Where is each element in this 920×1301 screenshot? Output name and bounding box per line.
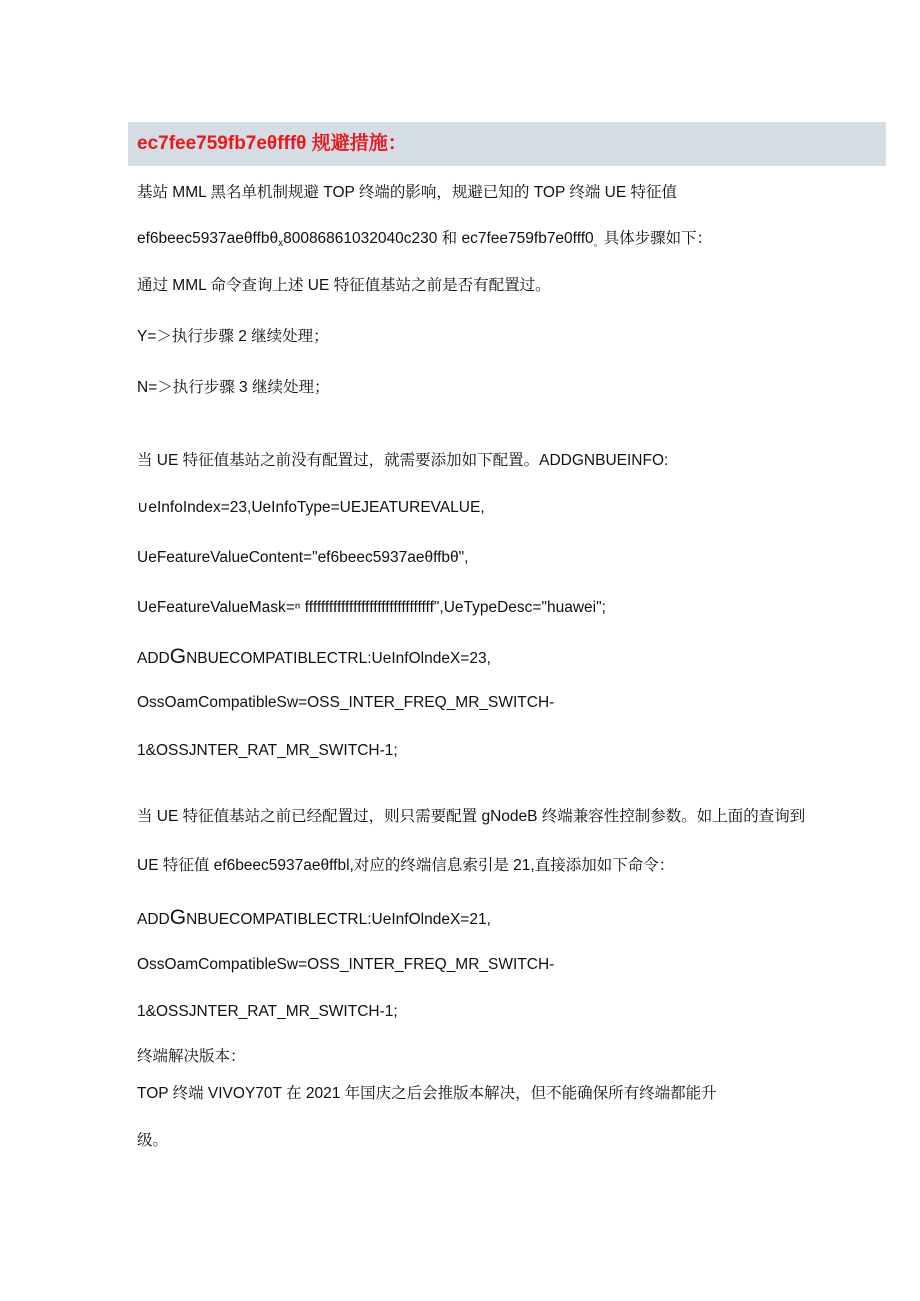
cmd2-line-2: OssOamCompatibleSw=OSS_INTER_FREQ_MR_SWITCH- xyxy=(137,694,555,711)
cmd1-line-3: UeFeatureValueMask=ⁿ ffffffffffffffffffffffffffffffff",UeTypeDesc="huawei"; xyxy=(137,599,606,616)
version-line-2: 级。 xyxy=(137,1132,169,1149)
section-heading xyxy=(128,122,886,166)
intro-line-1: 基站 MML 黑名单机制规避 TOP 终端的影响，规避已知的 TOP 终端 UE 特征值 xyxy=(137,184,677,201)
yes-branch-line: Y=＞执行步骤 2 继续处理； xyxy=(137,328,329,345)
intro-subscript: x xyxy=(278,238,284,249)
cmd3-line-2: OssOamCompatibleSw=OSS_INTER_FREQ_MR_SWITCH- xyxy=(137,956,555,973)
query-line: 通过 MML 命令查询上述 UE 特征值基站之前是否有配置过。 xyxy=(137,277,551,294)
cmd3-g: G xyxy=(169,906,187,929)
no-branch-line: N=＞执行步骤 3 继续处理； xyxy=(137,379,330,396)
heading-code: ec7fee759fb7eθfffθ xyxy=(137,133,307,154)
intro-code-b: 80086861032040c230 和 ec7fee759fb7e0fff0 xyxy=(283,230,594,247)
intro-code-a: ef6beec5937aeθffbθ xyxy=(137,230,279,247)
section-heading-text xyxy=(137,133,407,155)
intro-steps-label: 具体步骤如下： xyxy=(603,230,713,247)
step3-line-2: UE 特征值 ef6beec5937aeθffbl,对应的终端信息索引是 21,直接添加如下命令： xyxy=(137,857,675,874)
cmd3-line-3: 1&OSSJNTER_RAT_MR_SWITCH-1; xyxy=(137,1003,398,1020)
version-line-1: TOP 终端 VIVOY70T 在 2021 年国庆之后会推版本解决，但不能确保所有终端都能升 xyxy=(137,1085,717,1102)
cmd2-line-3: 1&OSSJNTER_RAT_MR_SWITCH-1; xyxy=(137,742,398,759)
cmd3-line-1 xyxy=(137,908,491,930)
step2-line: 当 UE 特征值基站之前没有配置过，就需要添加如下配置。ADDGNBUEINFO: xyxy=(137,452,669,469)
cmd2-line-1 xyxy=(137,647,491,669)
cmd3-rest: NBUECOMPATIBLECTRL:UeInfOlndeX=21, xyxy=(186,911,491,928)
cmd3-prefix: ADD xyxy=(137,911,170,928)
version-title: 终端解决版本： xyxy=(137,1048,246,1065)
step3-line-1: 当 UE 特征值基站之前已经配置过，则只需要配置 gNodeB 终端兼容性控制参数。如上面的查询到 xyxy=(137,808,806,825)
intro-subscript-2: 。 xyxy=(593,238,604,249)
heading-title: 规避措施： xyxy=(306,133,407,154)
intro-line-2 xyxy=(137,229,712,254)
cmd1-line-1: ∪eInfoIndex=23,UeInfoType=UEJEATUREVALUE, xyxy=(137,499,485,516)
cmd1-line-2: UeFeatureValueContent="ef6beec5937aeθffbθ", xyxy=(137,549,469,566)
cmd2-rest: NBUECOMPATIBLECTRL:UeInfOlndeX=23, xyxy=(186,650,491,667)
cmd2-g: G xyxy=(169,645,187,668)
cmd2-prefix: ADD xyxy=(137,650,170,667)
